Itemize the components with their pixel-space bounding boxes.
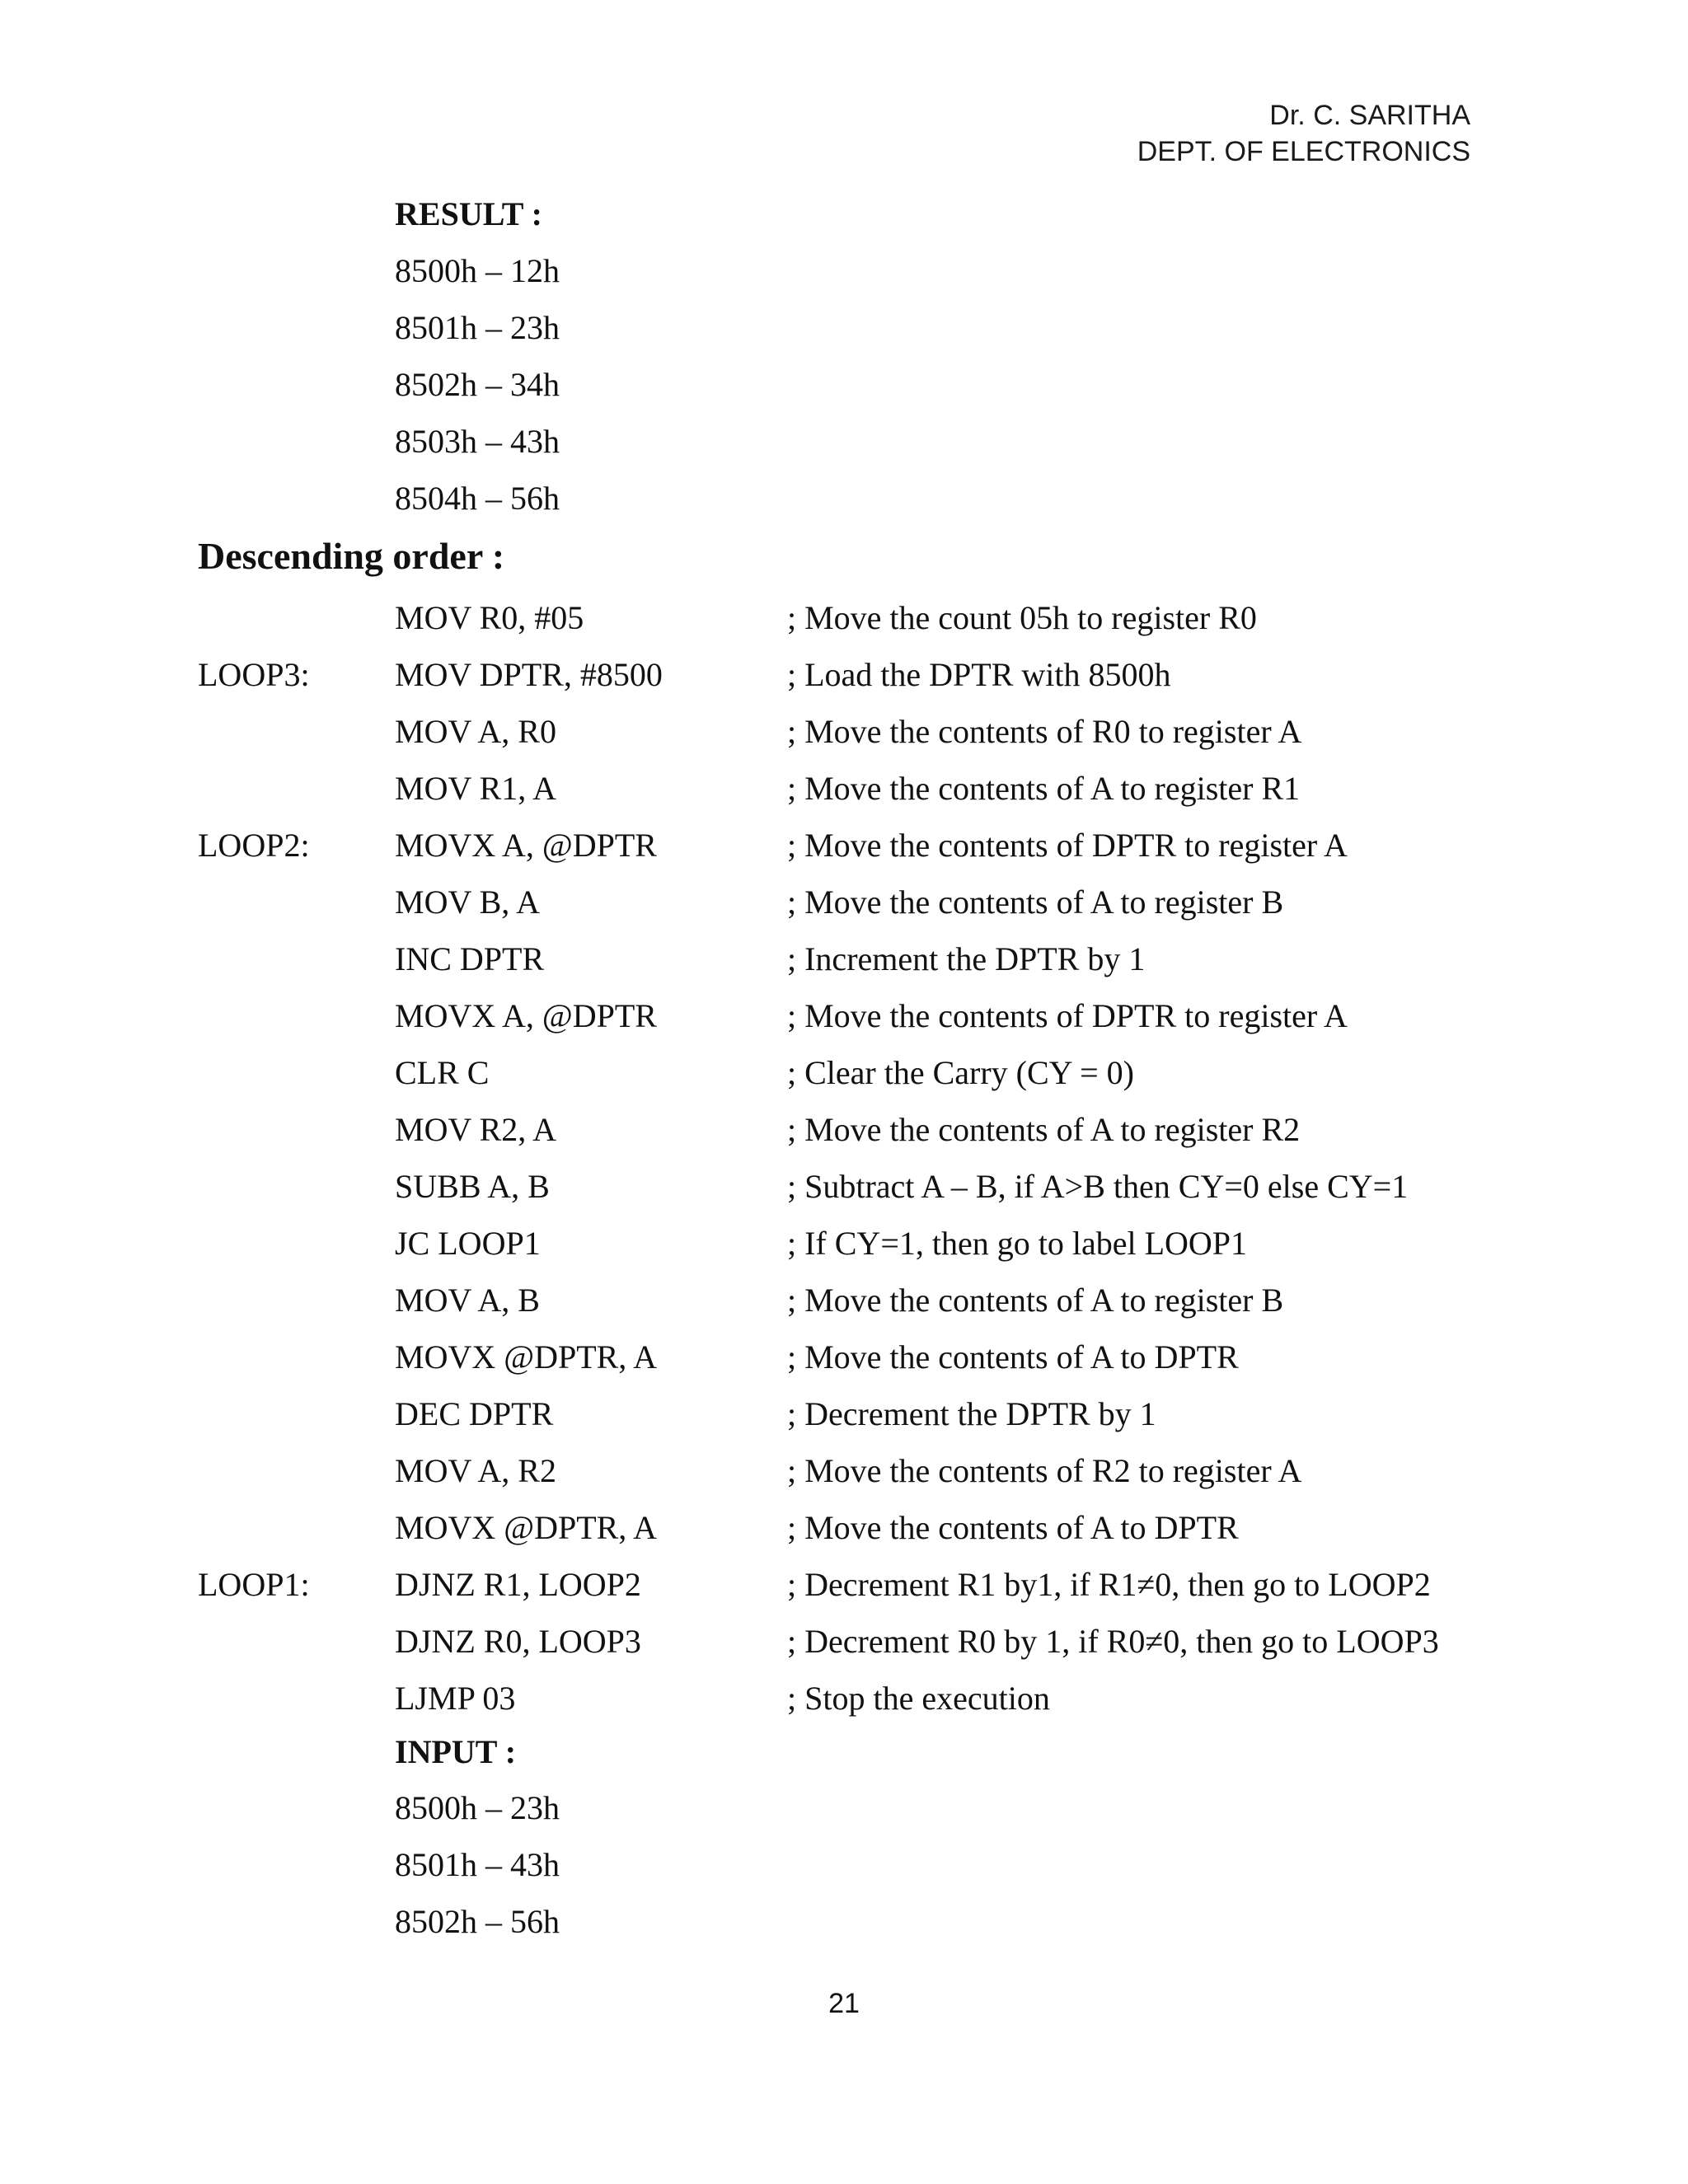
- header-department: DEPT. OF ELECTRONICS: [1137, 136, 1470, 167]
- code-instruction: MOVX A, @DPTR: [395, 997, 657, 1034]
- code-instruction: MOV R2, A: [395, 1111, 556, 1148]
- code-comment: ; Move the count 05h to register R0: [787, 599, 1257, 636]
- code-label: LOOP3:: [198, 656, 310, 693]
- result-heading: RESULT :: [395, 195, 542, 232]
- code-comment: ; Move the contents of R2 to register A: [787, 1452, 1302, 1489]
- code-comment: ; Decrement R0 by 1, if R0≠0, then go to LOOP3: [787, 1623, 1439, 1660]
- code-instruction: MOV B, A: [395, 883, 540, 921]
- header-author: Dr. C. SARITHA: [1269, 100, 1470, 131]
- code-instruction: MOVX @DPTR, A: [395, 1338, 657, 1376]
- result-list: [395, 251, 560, 536]
- code-comment: ; Move the contents of DPTR to register A: [787, 997, 1348, 1034]
- code-comment: ; Move the contents of R0 to register A: [787, 713, 1302, 750]
- input-list: [395, 1788, 560, 1959]
- code-instruction: LJMP 03: [395, 1680, 516, 1717]
- code-label: LOOP1:: [198, 1566, 310, 1603]
- code-instruction: MOV DPTR, #8500: [395, 656, 663, 693]
- page-header: [1137, 97, 1470, 170]
- result-line: 8503h – 43h: [395, 423, 560, 460]
- code-comment: ; Move the contents of A to register B: [787, 883, 1284, 921]
- code-comment: ; Move the contents of A to DPTR: [787, 1509, 1239, 1546]
- code-instruction: MOVX @DPTR, A: [395, 1509, 657, 1546]
- section-title: Descending order :: [198, 535, 505, 577]
- code-comment: ; Stop the execution: [787, 1680, 1050, 1717]
- code-instruction: DEC DPTR: [395, 1395, 554, 1432]
- code-comment: ; Move the contents of A to register R1: [787, 770, 1301, 807]
- code-instruction: MOV A, R0: [395, 713, 556, 750]
- input-heading: INPUT :: [395, 1733, 517, 1770]
- code-instruction: MOV A, B: [395, 1282, 540, 1319]
- code-instruction: INC DPTR: [395, 940, 545, 977]
- code-instruction: MOV A, R2: [395, 1452, 556, 1489]
- code-instruction: DJNZ R1, LOOP2: [395, 1566, 641, 1603]
- code-comment: ; Move the contents of A to register B: [787, 1282, 1284, 1319]
- code-comment: ; Clear the Carry (CY = 0): [787, 1054, 1134, 1091]
- code-instruction: SUBB A, B: [395, 1168, 550, 1205]
- result-line: 8501h – 23h: [395, 309, 560, 346]
- page-number: 21: [828, 1988, 860, 2019]
- code-comment: ; Subtract A – B, if A>B then CY=0 else CY=1: [787, 1168, 1409, 1205]
- code-comment: ; Move the contents of A to register R2: [787, 1111, 1301, 1148]
- code-instruction: MOV R1, A: [395, 770, 556, 807]
- code-label: LOOP2:: [198, 827, 310, 864]
- code-instruction: JC LOOP1: [395, 1225, 541, 1262]
- input-line: 8502h – 56h: [395, 1903, 560, 1940]
- result-line: 8500h – 12h: [395, 252, 560, 289]
- input-line: 8500h – 23h: [395, 1789, 560, 1826]
- code-comment: ; Load the DPTR with 8500h: [787, 656, 1171, 693]
- code-comment: ; Decrement R1 by1, if R1≠0, then go to LOOP2: [787, 1566, 1431, 1603]
- code-comment: ; Move the contents of DPTR to register A: [787, 827, 1348, 864]
- code-instruction: MOV R0, #05: [395, 599, 584, 636]
- code-instruction: MOVX A, @DPTR: [395, 827, 657, 864]
- code-comment: ; Move the contents of A to DPTR: [787, 1338, 1239, 1376]
- code-comment: ; Decrement the DPTR by 1: [787, 1395, 1156, 1432]
- result-line: 8502h – 34h: [395, 366, 560, 403]
- code-instruction: DJNZ R0, LOOP3: [395, 1623, 641, 1660]
- code-comment: ; Increment the DPTR by 1: [787, 940, 1146, 977]
- input-line: 8501h – 43h: [395, 1846, 560, 1883]
- code-instruction: CLR C: [395, 1054, 490, 1091]
- code-comment: ; If CY=1, then go to label LOOP1: [787, 1225, 1248, 1262]
- result-line: 8504h – 56h: [395, 480, 560, 517]
